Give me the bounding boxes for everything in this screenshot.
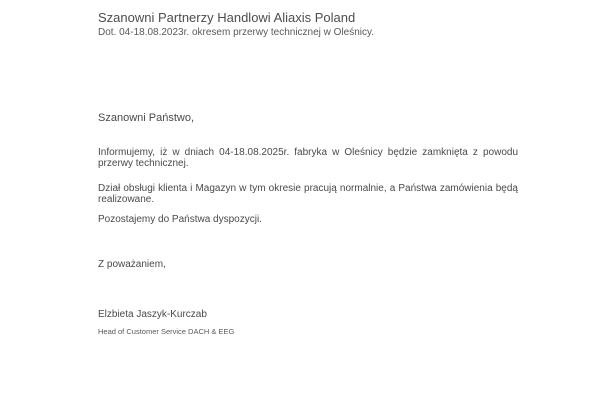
letter-heading: Szanowni Partnerzy Handlowi Aliaxis Poland xyxy=(98,10,356,25)
paragraph-customer-service: Dział obsługi klienta i Magazyn w tym okresie pracują normalnie, a Państwa zamówienia będą realizowane. xyxy=(98,183,518,205)
closing: Z poważaniem, xyxy=(98,259,166,270)
signature-title: Head of Customer Service DACH & EEG xyxy=(98,327,235,336)
salutation: Szanowni Państwo, xyxy=(98,112,194,124)
letter-subject: Dot. 04-18.08.2023r. okresem przerwy technicznej w Oleśnicy. xyxy=(98,27,375,38)
paragraph-closure-notice: Informujemy, iż w dniach 04-18.08.2025r. fabryka w Oleśnicy będzie zamknięta z powodu przerwy technicznej. xyxy=(98,147,518,169)
signature-name: Elzbieta Jaszyk-Kurczab xyxy=(98,309,207,320)
paragraph-availability: Pozostajemy do Państwa dyspozycji. xyxy=(98,214,262,225)
